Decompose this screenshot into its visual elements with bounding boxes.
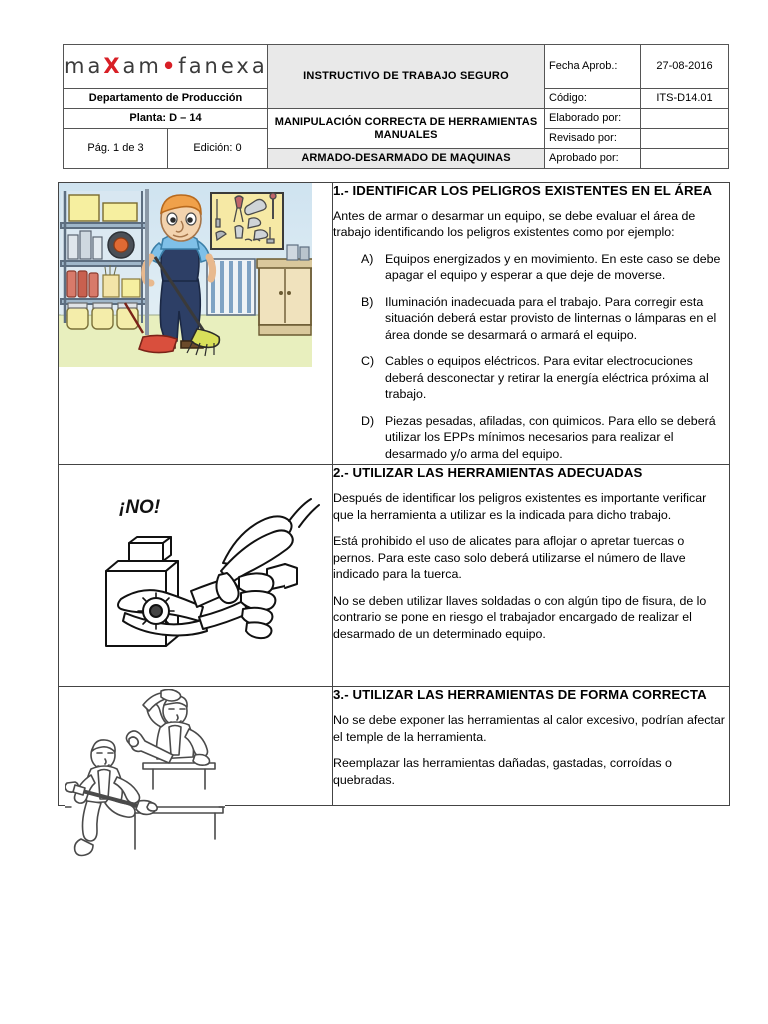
list-text: Equipos energizados y en movimiento. En este caso se debe apagar el equipo y esperar a que deje de moverse.	[385, 251, 721, 283]
meta-value-elaborado	[641, 109, 729, 129]
edition-number: Edición: 0	[168, 129, 268, 169]
list-item	[361, 353, 729, 403]
section-1-intro: Antes de armar o desarmar un equipo, se debe evaluar el área de trabajo identificando los peligros existentes como por ejemplo:	[333, 208, 696, 240]
meta-value-revisado	[641, 129, 729, 149]
section-1-list	[333, 251, 729, 463]
section-2-text-cell	[333, 465, 730, 687]
meta-value-fecha: 27-08-2016	[641, 45, 729, 89]
no-caption: ¡NO!	[118, 497, 160, 519]
section-3-spacer	[333, 798, 729, 804]
section-3-paragraph-1: No se debe exponer las herramientas al calor excesivo, podrían afectar el temple de la herramienta.	[333, 713, 725, 744]
document-title: INSTRUCTIVO DE TRABAJO SEGURO	[268, 45, 545, 109]
list-text: Cables o equipos eléctricos. Para evitar electrocuciones deberá desconectar y retirar la energía eléctrica próxima al trabajo.	[385, 354, 709, 402]
section-3-text-cell	[333, 687, 730, 806]
meta-value-codigo: ITS-D14.01	[641, 89, 729, 109]
wrench-workers-illustration	[65, 689, 225, 857]
list-text: Piezas pesadas, afiladas, con quimicos. Para ello se deberá utilizar los EPPs mínimos necesarios para realizar el desarmado y/o arma del equipo.	[385, 413, 716, 461]
document-subtitle-2: ARMADO-DESARMADO DE MAQUINAS	[268, 149, 545, 169]
section-row-2	[59, 465, 730, 687]
meta-label-aprobado: Aprobado por:	[545, 149, 641, 169]
section-2-paragraph-2: Está prohibido el uso de alicates para aflojar o apretar tuercas o pernos. Para este caso solo deberá utilizarse el número de llave indicado para la tuerca.	[333, 534, 686, 582]
list-marker: D)	[361, 413, 375, 428]
section-1-heading: 1.- IDENTIFICAR LOS PELIGROS EXISTENTES EN EL ÁREA	[333, 183, 713, 198]
meta-label-fecha: Fecha Aprob.:	[545, 45, 641, 89]
list-item	[361, 294, 729, 344]
pliers-on-bolt-prohibited-illustration	[71, 471, 321, 686]
section-1-image-cell	[59, 183, 333, 465]
document-subtitle: MANIPULACIÓN CORRECTA DE HERRAMIENTAS MANUALES	[268, 109, 545, 149]
section-2-paragraph-3: No se deben utilizar llaves soldadas o con algún tipo de fisura, de lo contrario se pone en riesgo el trabajador encargado de realizar el desarmado de un determinado equipo.	[333, 593, 707, 641]
department-label: Departamento de Producción	[64, 89, 268, 109]
list-item	[361, 413, 729, 463]
page-number: Pág. 1 de 3	[64, 129, 168, 169]
list-marker: C)	[361, 354, 375, 369]
section-1-text-cell	[333, 183, 730, 465]
list-text: Iluminación inadecuada para el trabajo. Para corregir esta situación deberá estar provisto de linternas o lámparas en el área donde se desarmará o armará el equipo.	[385, 294, 717, 342]
list-item	[361, 251, 729, 284]
meta-label-revisado: Revisado por:	[545, 129, 641, 149]
section-row-3	[59, 687, 730, 806]
plant-label: Planta: D – 14	[64, 109, 268, 129]
section-3-paragraph-2: Reemplazar las herramientas dañadas, gastadas, corroídas o quebradas.	[333, 756, 672, 787]
meta-label-elaborado: Elaborado por:	[545, 109, 641, 129]
section-row-1	[59, 183, 730, 465]
section-3-heading: 3.- UTILIZAR LAS HERRAMIENTAS DE FORMA CORRECTA	[333, 687, 707, 703]
list-marker: B)	[361, 294, 374, 309]
company-logo-cell	[64, 45, 268, 89]
document-content-table	[58, 182, 730, 806]
company-logo: maXam•fanexa	[64, 54, 268, 79]
meta-label-codigo: Código:	[545, 89, 641, 109]
workshop-housekeeping-illustration	[59, 183, 312, 367]
section-2-heading: 2.- UTILIZAR LAS HERRAMIENTAS ADECUADAS	[333, 465, 643, 481]
section-2-paragraph-1: Después de identificar los peligros existentes es importante verificar que la herramienta a utilizar es la indicada para dicho trabajo.	[333, 491, 707, 522]
section-3-image-cell	[59, 687, 333, 806]
list-marker: A)	[361, 251, 374, 266]
meta-value-aprobado	[641, 149, 729, 169]
section-2-image-cell	[59, 465, 333, 687]
document-header-table	[63, 44, 729, 169]
section-3-image-wrap	[59, 687, 332, 805]
